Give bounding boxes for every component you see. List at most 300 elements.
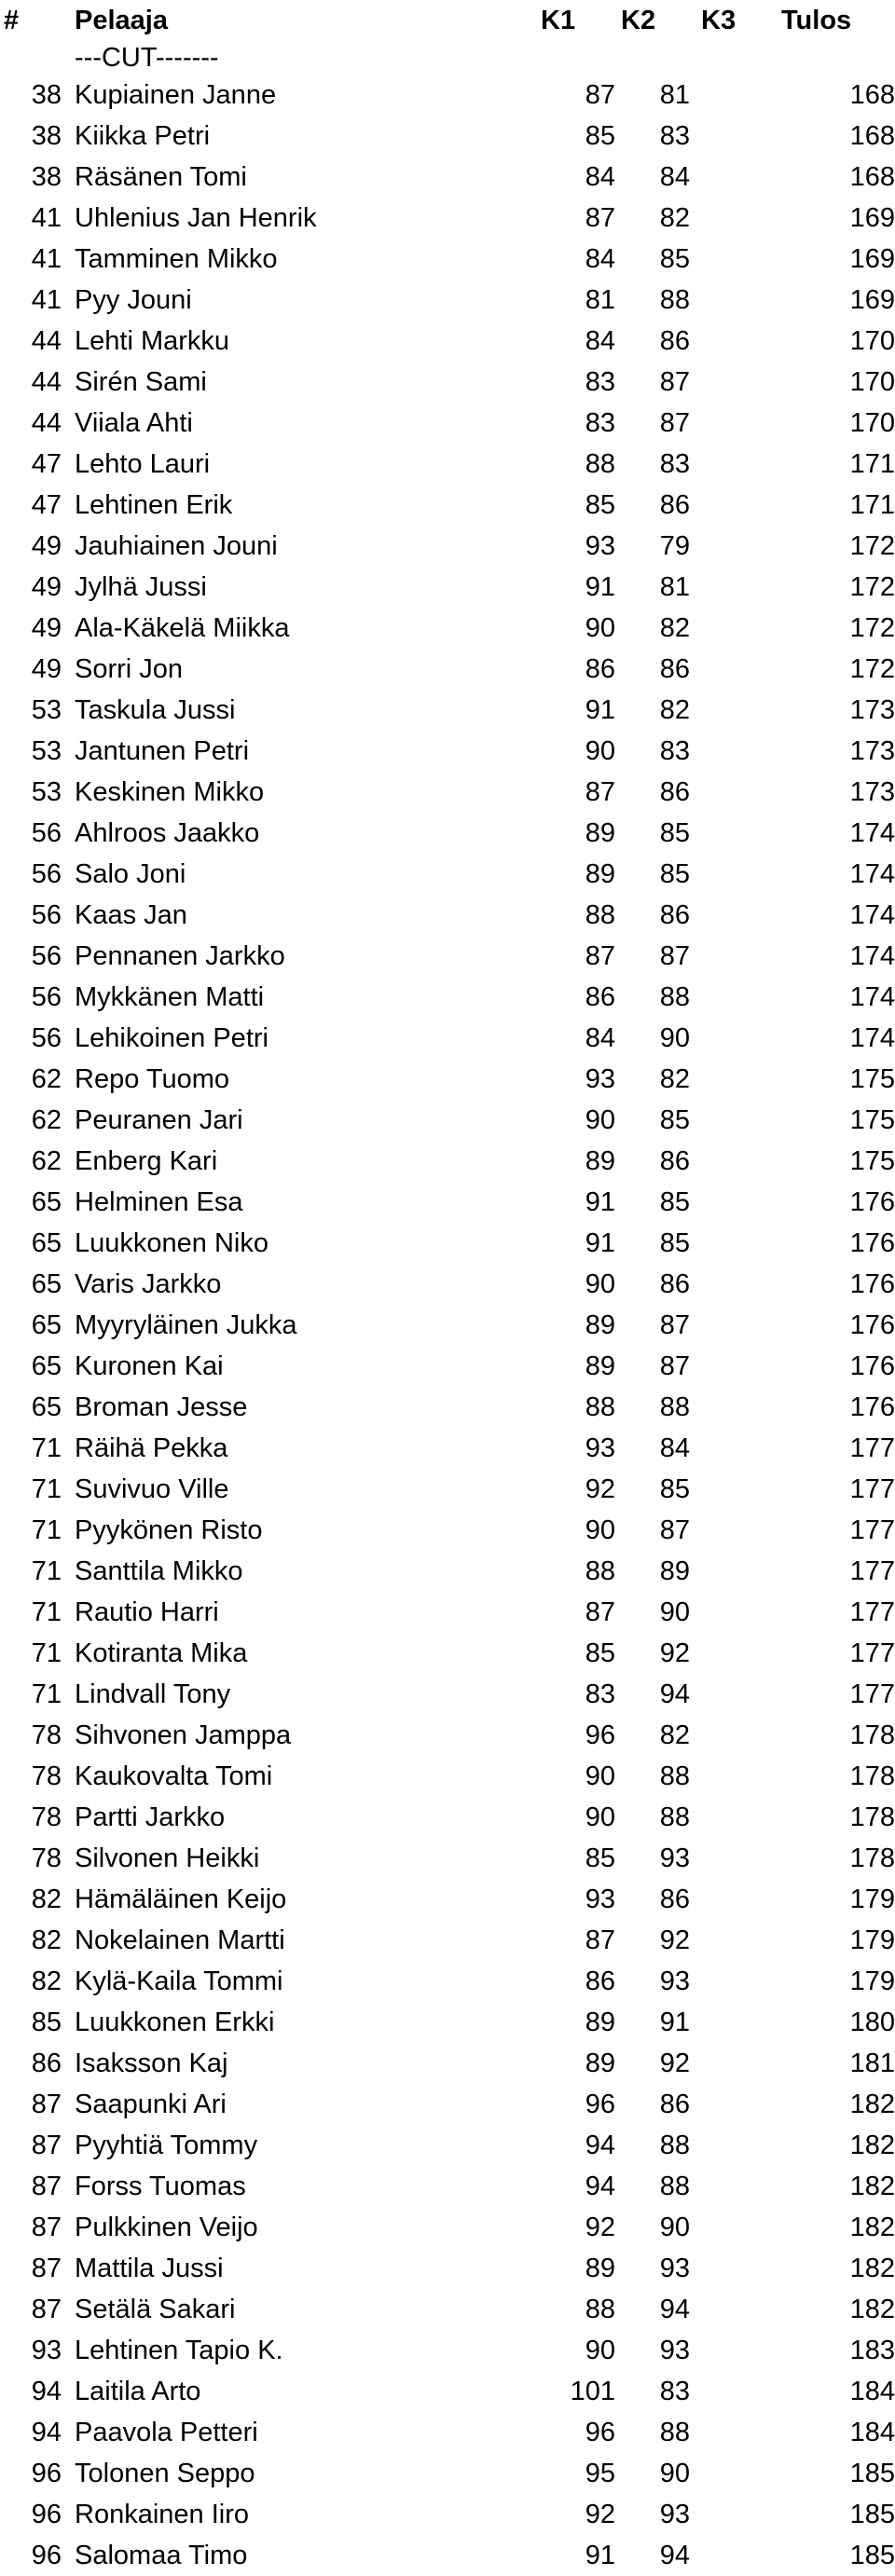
total-cell: 172: [849, 613, 895, 643]
player-name-cell: Salomaa Timo: [75, 2541, 248, 2570]
table-row: [0, 1633, 895, 1674]
rank-cell: 71: [31, 1474, 62, 1504]
table-row: [0, 362, 895, 403]
total-cell: 176: [849, 1269, 895, 1299]
k1-cell: 93: [585, 531, 615, 561]
k2-cell: 88: [659, 2172, 690, 2201]
results-table: [0, 75, 895, 2576]
k2-cell: 83: [659, 449, 690, 479]
player-name-cell: Santtila Mikko: [75, 1556, 243, 1586]
k1-cell: 90: [585, 613, 615, 643]
player-name-cell: Silvonen Heikki: [75, 1843, 260, 1873]
player-name-cell: Kaukovalta Tomi: [75, 1761, 273, 1791]
k1-cell: 85: [585, 1638, 615, 1668]
total-cell: 177: [849, 1433, 895, 1463]
k1-cell: 89: [585, 818, 615, 848]
table-row: [0, 1592, 895, 1633]
k1-cell: 84: [585, 326, 615, 356]
k1-cell: 89: [585, 1310, 615, 1340]
player-name-cell: Pyyhtiä Tommy: [75, 2131, 258, 2160]
k2-cell: 81: [659, 80, 690, 110]
rank-cell: 71: [31, 1597, 62, 1627]
total-cell: 176: [849, 1392, 895, 1422]
player-name-cell: Luukkonen Erkki: [75, 2007, 275, 2037]
rank-cell: 71: [31, 1433, 62, 1463]
k2-cell: 86: [659, 326, 690, 356]
total-cell: 179: [849, 1925, 895, 1955]
k2-cell: 85: [659, 1474, 690, 1504]
k2-cell: 86: [659, 777, 690, 807]
total-cell: 180: [849, 2007, 895, 2037]
table-row: [0, 895, 895, 936]
player-name-cell: Isaksson Kaj: [75, 2048, 228, 2078]
table-row: [0, 2166, 895, 2207]
k1-cell: 86: [585, 982, 615, 1012]
table-row: [0, 1428, 895, 1469]
table-row: [0, 772, 895, 813]
table-row: [0, 2125, 895, 2166]
rank-cell: 56: [31, 941, 62, 971]
total-cell: 176: [849, 1351, 895, 1381]
player-name-cell: Kupiainen Janne: [75, 80, 277, 110]
player-name-cell: Salo Joni: [75, 859, 186, 889]
k2-cell: 85: [659, 1105, 690, 1135]
k2-cell: 88: [659, 285, 690, 315]
rank-cell: 53: [31, 695, 62, 725]
k1-cell: 88: [585, 1392, 615, 1422]
k1-cell: 90: [585, 1761, 615, 1791]
k2-cell: 79: [659, 531, 690, 561]
table-row: [0, 2453, 895, 2494]
k1-cell: 90: [585, 1269, 615, 1299]
rank-cell: 86: [31, 2048, 62, 2078]
header-k1: K1: [541, 6, 576, 35]
table-row: [0, 2084, 895, 2125]
table-row: [0, 1141, 895, 1182]
rank-cell: 47: [31, 449, 62, 479]
total-cell: 169: [849, 285, 895, 315]
k1-cell: 91: [585, 695, 615, 725]
table-row: [0, 1387, 895, 1428]
k2-cell: 92: [659, 1638, 690, 1668]
table-row: [0, 403, 895, 444]
k1-cell: 93: [585, 1884, 615, 1914]
k2-cell: 86: [659, 1146, 690, 1176]
table-row: [0, 567, 895, 608]
total-cell: 178: [849, 1720, 895, 1750]
rank-cell: 49: [31, 531, 62, 561]
table-row: [0, 2535, 895, 2576]
rank-cell: 87: [31, 2254, 62, 2283]
k1-cell: 86: [585, 654, 615, 684]
total-cell: 171: [849, 449, 895, 479]
table-row: [0, 2207, 895, 2248]
total-cell: 173: [849, 736, 895, 766]
cut-line: [0, 41, 895, 75]
total-cell: 175: [849, 1105, 895, 1135]
k2-cell: 86: [659, 490, 690, 520]
rank-cell: 41: [31, 285, 62, 315]
k2-cell: 82: [659, 203, 690, 233]
player-name-cell: Keskinen Mikko: [75, 777, 265, 807]
k2-cell: 84: [659, 162, 690, 192]
rank-cell: 62: [31, 1105, 62, 1135]
rank-cell: 87: [31, 2090, 62, 2119]
player-name-cell: Räihä Pekka: [75, 1433, 228, 1463]
k2-cell: 87: [659, 408, 690, 438]
k1-cell: 92: [585, 2500, 615, 2529]
rank-cell: 41: [31, 244, 62, 274]
k2-cell: 87: [659, 1310, 690, 1340]
total-cell: 175: [849, 1146, 895, 1176]
player-name-cell: Mattila Jussi: [75, 2254, 224, 2283]
rank-cell: 56: [31, 900, 62, 930]
k2-cell: 86: [659, 654, 690, 684]
player-name-cell: Pennanen Jarkko: [75, 941, 285, 971]
table-row: [0, 608, 895, 649]
rank-cell: 87: [31, 2172, 62, 2201]
player-name-cell: Nokelainen Martti: [75, 1925, 285, 1955]
total-cell: 169: [849, 244, 895, 274]
total-cell: 177: [849, 1597, 895, 1627]
k2-cell: 93: [659, 2500, 690, 2529]
player-name-cell: Varis Jarkko: [75, 1269, 222, 1299]
player-name-cell: Jylhä Jussi: [75, 572, 207, 602]
k2-cell: 87: [659, 941, 690, 971]
rank-cell: 49: [31, 613, 62, 643]
rank-cell: 71: [31, 1515, 62, 1545]
player-name-cell: Paavola Petteri: [75, 2418, 258, 2447]
total-cell: 177: [849, 1638, 895, 1668]
rank-cell: 82: [31, 1925, 62, 1955]
table-row: [0, 1264, 895, 1305]
table-row: [0, 2494, 895, 2535]
table-row: [0, 2289, 895, 2330]
table-row: [0, 1059, 895, 1100]
k2-cell: 88: [659, 1392, 690, 1422]
player-name-cell: Kiikka Petri: [75, 121, 211, 151]
k1-cell: 83: [585, 408, 615, 438]
k1-cell: 85: [585, 1843, 615, 1873]
k1-cell: 83: [585, 1679, 615, 1709]
k2-cell: 82: [659, 695, 690, 725]
player-name-cell: Sorri Jon: [75, 654, 184, 684]
header-player: Pelaaja: [75, 6, 168, 35]
total-cell: 177: [849, 1474, 895, 1504]
k2-cell: 82: [659, 613, 690, 643]
player-name-cell: Myyryläinen Jukka: [75, 1310, 297, 1340]
table-row: [0, 977, 895, 1018]
rank-cell: 71: [31, 1556, 62, 1586]
k2-cell: 90: [659, 2459, 690, 2488]
k1-cell: 90: [585, 1802, 615, 1832]
total-cell: 177: [849, 1679, 895, 1709]
player-name-cell: Räsänen Tomi: [75, 162, 247, 192]
k1-cell: 90: [585, 1515, 615, 1545]
table-row: [0, 1756, 895, 1797]
total-cell: 182: [849, 2172, 895, 2201]
player-name-cell: Viiala Ahti: [75, 408, 193, 438]
table-row: [0, 198, 895, 239]
k1-cell: 89: [585, 2048, 615, 2078]
total-cell: 179: [849, 1966, 895, 1996]
rank-cell: 65: [31, 1269, 62, 1299]
player-name-cell: Jauhiainen Jouni: [75, 531, 278, 561]
k2-cell: 93: [659, 1966, 690, 1996]
table-row: [0, 690, 895, 731]
total-cell: 182: [849, 2295, 895, 2324]
rank-cell: 56: [31, 818, 62, 848]
k1-cell: 87: [585, 203, 615, 233]
player-name-cell: Tolonen Seppo: [75, 2459, 255, 2488]
k1-cell: 96: [585, 1720, 615, 1750]
rank-cell: 65: [31, 1228, 62, 1258]
k1-cell: 84: [585, 162, 615, 192]
player-name-cell: Kuronen Kai: [75, 1351, 224, 1381]
rank-cell: 82: [31, 1884, 62, 1914]
player-name-cell: Lehti Markku: [75, 326, 230, 356]
player-name-cell: Pyy Jouni: [75, 285, 192, 315]
player-name-cell: Kylä-Kaila Tommi: [75, 1966, 283, 1996]
table-row: [0, 2248, 895, 2289]
total-cell: 174: [849, 982, 895, 1012]
rank-cell: 96: [31, 2459, 62, 2488]
table-row: [0, 157, 895, 198]
player-name-cell: Kaas Jan: [75, 900, 187, 930]
rank-cell: 93: [31, 2336, 62, 2365]
k2-cell: 92: [659, 2048, 690, 2078]
rank-cell: 65: [31, 1310, 62, 1340]
table-row: [0, 1879, 895, 1920]
k2-cell: 88: [659, 2131, 690, 2160]
k1-cell: 96: [585, 2090, 615, 2119]
header-k3: K3: [701, 6, 737, 35]
k2-cell: 93: [659, 2254, 690, 2283]
total-cell: 169: [849, 203, 895, 233]
rank-cell: 38: [31, 80, 62, 110]
player-name-cell: Lindvall Tony: [75, 1679, 231, 1709]
k1-cell: 90: [585, 2336, 615, 2365]
rank-cell: 53: [31, 777, 62, 807]
rank-cell: 65: [31, 1187, 62, 1217]
k1-cell: 83: [585, 367, 615, 397]
k2-cell: 85: [659, 244, 690, 274]
table-row: [0, 1838, 895, 1879]
player-name-cell: Ahlroos Jaakko: [75, 818, 260, 848]
table-row: [0, 75, 895, 116]
rank-cell: 82: [31, 1966, 62, 1996]
k1-cell: 87: [585, 80, 615, 110]
k1-cell: 85: [585, 121, 615, 151]
total-cell: 178: [849, 1802, 895, 1832]
k2-cell: 87: [659, 367, 690, 397]
k2-cell: 88: [659, 982, 690, 1012]
table-row: [0, 444, 895, 485]
k1-cell: 91: [585, 2541, 615, 2570]
header-total: Tulos: [781, 6, 852, 35]
total-cell: 176: [849, 1310, 895, 1340]
k1-cell: 91: [585, 1228, 615, 1258]
k1-cell: 96: [585, 2418, 615, 2447]
rank-cell: 87: [31, 2213, 62, 2242]
player-name-cell: Forss Tuomas: [75, 2172, 246, 2201]
table-row: [0, 280, 895, 321]
player-name-cell: Lehtinen Tapio K.: [75, 2336, 283, 2365]
k2-cell: 89: [659, 1556, 690, 1586]
k2-cell: 85: [659, 818, 690, 848]
k2-cell: 90: [659, 2213, 690, 2242]
player-name-cell: Partti Jarkko: [75, 1802, 226, 1832]
k2-cell: 86: [659, 1269, 690, 1299]
player-name-cell: Luukkonen Niko: [75, 1228, 268, 1258]
player-name-cell: Ala-Käkelä Miikka: [75, 613, 290, 643]
table-row: [0, 649, 895, 690]
k2-cell: 86: [659, 1884, 690, 1914]
total-cell: 182: [849, 2213, 895, 2242]
table-row: [0, 1305, 895, 1346]
k1-cell: 90: [585, 736, 615, 766]
rank-cell: 49: [31, 654, 62, 684]
rank-cell: 87: [31, 2295, 62, 2324]
k2-cell: 83: [659, 2377, 690, 2406]
table-row: [0, 1674, 895, 1715]
total-cell: 173: [849, 777, 895, 807]
header-k2: K2: [621, 6, 656, 35]
player-name-cell: Lehtinen Erik: [75, 490, 233, 520]
total-cell: 168: [849, 80, 895, 110]
total-cell: 185: [849, 2500, 895, 2529]
rank-cell: 78: [31, 1761, 62, 1791]
k1-cell: 92: [585, 1474, 615, 1504]
table-row: [0, 1715, 895, 1756]
table-row: [0, 2043, 895, 2084]
total-cell: 177: [849, 1556, 895, 1586]
total-cell: 174: [849, 941, 895, 971]
total-cell: 168: [849, 121, 895, 151]
k1-cell: 90: [585, 1105, 615, 1135]
table-row: [0, 1346, 895, 1387]
table-row: [0, 239, 895, 280]
player-name-cell: Mykkänen Matti: [75, 982, 265, 1012]
header-rank: #: [4, 6, 20, 35]
total-cell: 177: [849, 1515, 895, 1545]
k2-cell: 85: [659, 1187, 690, 1217]
total-cell: 182: [849, 2090, 895, 2119]
rank-cell: 87: [31, 2131, 62, 2160]
cut-label: ---CUT-------: [75, 43, 219, 73]
player-name-cell: Setälä Sakari: [75, 2295, 236, 2324]
k1-cell: 88: [585, 2295, 615, 2324]
player-name-cell: Suvivuo Ville: [75, 1474, 229, 1504]
rank-cell: 38: [31, 162, 62, 192]
k1-cell: 89: [585, 1351, 615, 1381]
total-cell: 176: [849, 1228, 895, 1258]
k2-cell: 88: [659, 1802, 690, 1832]
table-row: [0, 2371, 895, 2412]
table-row: [0, 1018, 895, 1059]
player-name-cell: Uhlenius Jan Henrik: [75, 203, 317, 233]
rank-cell: 65: [31, 1392, 62, 1422]
total-cell: 185: [849, 2541, 895, 2570]
k1-cell: 94: [585, 2172, 615, 2201]
k1-cell: 89: [585, 2254, 615, 2283]
table-row: [0, 116, 895, 157]
k2-cell: 90: [659, 1023, 690, 1053]
k1-cell: 93: [585, 1433, 615, 1463]
table-row: [0, 936, 895, 977]
total-cell: 171: [849, 490, 895, 520]
rank-cell: 44: [31, 367, 62, 397]
player-name-cell: Kotiranta Mika: [75, 1638, 248, 1668]
k2-cell: 88: [659, 1761, 690, 1791]
k2-cell: 85: [659, 1228, 690, 1258]
total-cell: 172: [849, 531, 895, 561]
rank-cell: 65: [31, 1351, 62, 1381]
table-row: [0, 2330, 895, 2371]
k2-cell: 93: [659, 2336, 690, 2365]
k1-cell: 92: [585, 2213, 615, 2242]
rank-cell: 56: [31, 1023, 62, 1053]
player-name-cell: Ronkainen Iiro: [75, 2500, 249, 2529]
rank-cell: 78: [31, 1802, 62, 1832]
k1-cell: 87: [585, 1597, 615, 1627]
rank-cell: 71: [31, 1679, 62, 1709]
table-row: [0, 854, 895, 895]
rank-cell: 78: [31, 1843, 62, 1873]
rank-cell: 78: [31, 1720, 62, 1750]
player-name-cell: Broman Jesse: [75, 1392, 248, 1422]
player-name-cell: Enberg Kari: [75, 1146, 218, 1176]
rank-cell: 56: [31, 859, 62, 889]
rank-cell: 71: [31, 1638, 62, 1668]
player-name-cell: Sirén Sami: [75, 367, 207, 397]
k2-cell: 92: [659, 1925, 690, 1955]
k1-cell: 81: [585, 285, 615, 315]
player-name-cell: Tamminen Mikko: [75, 244, 278, 274]
table-row: [0, 1100, 895, 1141]
k2-cell: 91: [659, 2007, 690, 2037]
k1-cell: 89: [585, 859, 615, 889]
rank-cell: 44: [31, 408, 62, 438]
rank-cell: 62: [31, 1064, 62, 1094]
player-name-cell: Pulkkinen Veijo: [75, 2213, 258, 2242]
table-row: [0, 2412, 895, 2453]
k1-cell: 89: [585, 1146, 615, 1176]
k1-cell: 88: [585, 1556, 615, 1586]
k2-cell: 81: [659, 572, 690, 602]
table-row: [0, 1510, 895, 1551]
player-name-cell: Taskula Jussi: [75, 695, 236, 725]
k2-cell: 82: [659, 1720, 690, 1750]
rank-cell: 38: [31, 121, 62, 151]
k2-cell: 94: [659, 2541, 690, 2570]
total-cell: 172: [849, 572, 895, 602]
k2-cell: 85: [659, 859, 690, 889]
k1-cell: 93: [585, 1064, 615, 1094]
total-cell: 172: [849, 654, 895, 684]
table-row: [0, 526, 895, 567]
rank-cell: 49: [31, 572, 62, 602]
k2-cell: 83: [659, 121, 690, 151]
k1-cell: 86: [585, 1966, 615, 1996]
k1-cell: 85: [585, 490, 615, 520]
table-row: [0, 731, 895, 772]
player-name-cell: Saapunki Ari: [75, 2090, 227, 2119]
table-row: [0, 813, 895, 854]
k2-cell: 94: [659, 1679, 690, 1709]
k2-cell: 86: [659, 2090, 690, 2119]
k1-cell: 94: [585, 2131, 615, 2160]
